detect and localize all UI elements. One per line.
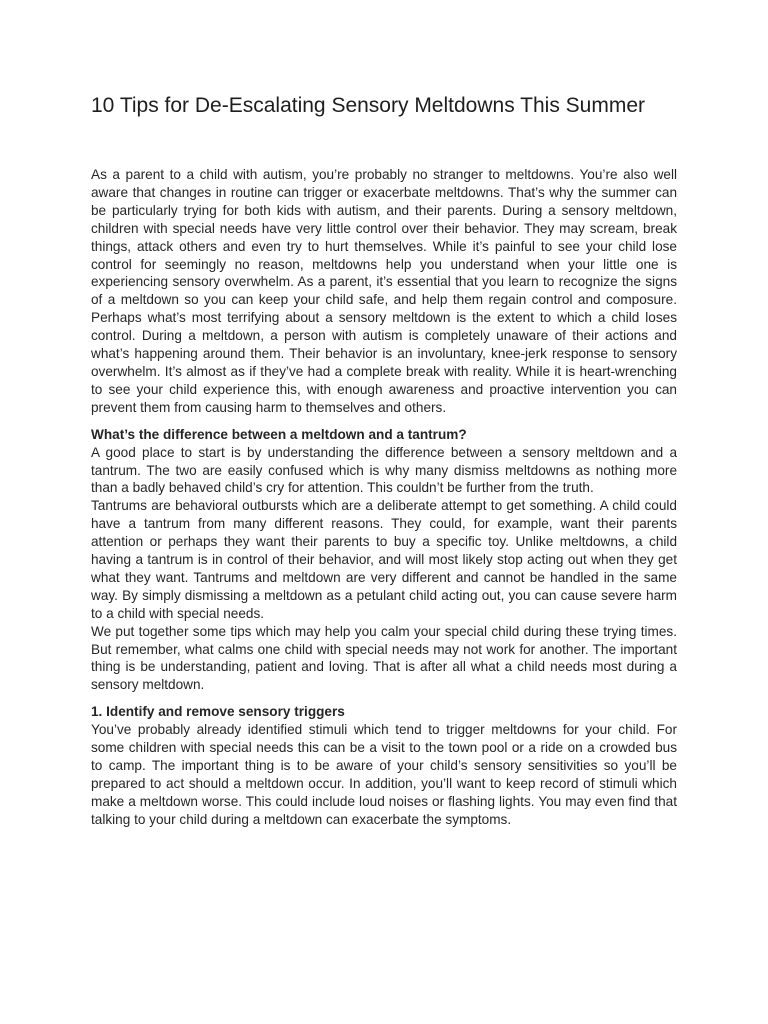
difference-paragraph-3: We put together some tips which may help you calm your special child during these trying times. But remember, what calms one child with special needs may not work for another. The important thing is be understanding, patient and loving. That is after all what a child needs most during a sensory meltdown. [91, 623, 677, 693]
tip-1-heading: 1. Identify and remove sensory triggers [91, 704, 345, 720]
difference-paragraph-1: A good place to start is by understanding the difference between a sensory meltdown and a tantrum. The two are easily confused which is why many dismiss meltdowns as nothing more than a badly behaved child’s cry for attention. This couldn’t be further from the truth. [91, 444, 677, 496]
difference-paragraph-2: Tantrums are behavioral outbursts which are a deliberate attempt to get something. A child could have a tantrum from many different reasons. They could, for example, want their parents attention or perhaps they want their parents to buy a specific toy. Unlike meltdowns, a child having a tantrum is in control of their behavior, and will most likely stop acting out when they get what they want. Tantrums and meltdown are very different and cannot be handled in the same way. By simply dismissing a meltdown as a petulant child acting out, you can cause severe harm to a child with special needs. [91, 498, 677, 621]
section-heading-difference: What’s the difference between a meltdown and a tantrum? [91, 426, 467, 442]
intro-paragraph: As a parent to a child with autism, you’re probably no stranger to meltdowns. You’re also well aware that changes in routine can trigger or exacerbate meltdowns. That’s why the summer can be particularly trying for both kids with autism, and their parents. During a sensory meltdown, children with special needs have very little control over their behavior. They may scream, break things, attack others and even try to hurt themselves. While it’s painful to see your child lose control for seemingly no reason, meltdowns help you understand when your little one is experiencing sensory overwhelm. As a parent, it’s essential that you learn to recognize the signs of a meltdown so you can keep your child safe, and help them regain control and composure. Perhaps what’s most terrifying about a sensory meltdown is the extent to which a child loses control. During a meltdown, a person with autism is completely unaware of their actions and what’s happening around them. Their behavior is an involuntary, knee-jerk response to sensory overwhelm. It’s almost as if they’ve had a complete break with reality. While it is heart-wrenching to see your child experience this, with enough awareness and proactive intervention you can prevent them from causing harm to themselves and others. [91, 167, 677, 415]
document-page [91, 92, 677, 829]
tip-1-paragraph: You’ve probably already identified stimuli which tend to trigger meltdowns for your child. For some children with special needs this can be a visit to the town pool or a ride on a crowded bus to camp. The important thing is to be aware of your child’s sensory sensitivities so you’ll be prepared to act should a meltdown occur. In addition, you’ll want to keep record of stimuli which make a meltdown worse. This could include loud noises or flashing lights. You may even find that talking to your child during a meltdown can exacerbate the symptoms. [91, 722, 677, 827]
document-title: 10 Tips for De-Escalating Sensory Meltdowns This Summer [91, 94, 645, 117]
